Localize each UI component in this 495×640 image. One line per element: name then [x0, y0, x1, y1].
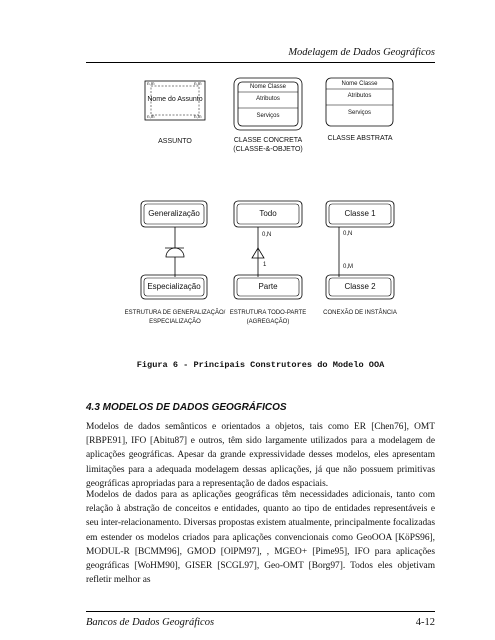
concrete-class-caption: CLASSE CONCRETA	[233, 137, 303, 144]
assunto-corner-tl: n,m	[147, 81, 155, 86]
concrete-class-services: Serviços	[256, 113, 280, 119]
generalization-caption-sub: ESPECIALIZAÇÃO	[149, 319, 201, 325]
assunto-name: Nome do Assunto	[147, 96, 203, 103]
assunto-corner-br: n,m	[194, 114, 202, 119]
assunto-caption: ASSUNTO	[158, 138, 192, 145]
footer-title: Bancos de Dados Geográficos	[86, 617, 215, 628]
generalization-semicircle	[166, 248, 184, 257]
part-label: Parte	[258, 282, 278, 291]
whole-multiplicity: 0,N	[262, 232, 272, 238]
part-multiplicity: 1	[263, 262, 267, 268]
class2-label: Classe 2	[344, 282, 376, 291]
aggregation-caption-sub: (AGREGAÇÃO)	[246, 319, 290, 325]
abstract-class-caption: CLASSE ABSTRATA	[327, 135, 393, 142]
class1-multiplicity: 0,N	[343, 231, 353, 237]
aggregation-caption: ESTRUTURA TODO-PARTE	[229, 310, 307, 316]
generalization-caption: ESTRUTURA DE GENERALIZAÇÃO/	[124, 310, 226, 316]
abstract-class-name: Nome Classe	[341, 81, 378, 87]
page-number: 4-12	[415, 617, 435, 628]
specialization-label: Especialização	[147, 282, 201, 291]
class2-multiplicity: 0,M	[343, 264, 354, 270]
assunto-corner-tr: n,m	[194, 81, 202, 86]
concrete-class-attrs: Atributos	[256, 96, 280, 102]
concrete-class-name: Nome Classe	[249, 84, 286, 90]
abstract-class-services: Serviços	[347, 110, 371, 116]
running-header: Modelagem de Dados Geográficos	[288, 47, 435, 58]
section-heading: 4.3 MODELOS DE DADOS GEOGRÁFICOS	[86, 402, 287, 413]
whole-label: Todo	[259, 209, 277, 218]
paragraph-2: Modelos de dados para as aplicações geográficas têm necessidades adicionais, tanto com relação à abstração de conceitos e entidades, quanto ao tipo de entidades representáveis e seu inter-relacionamento. Diversas propostas existem atualmente, principalmente focalizadas em estender os modelos criados para aplicações convencionais como GeoOOA [KöPS96], MODUL-R [BCMM96], GMOD [OlPM97], , MGEO+ [Pime95], IFO para aplicações geográficas [WoHM90], GISER [SCGL97], Geo-OMT [Borg97]. Todos eles objetivam refletir melhor as	[86, 490, 435, 586]
class1-label: Classe 1	[344, 209, 376, 218]
instance-caption: CONEXÃO DE INSTÂNCIA	[323, 310, 397, 316]
assunto-corner-bl: n,m	[147, 114, 155, 119]
concrete-class-caption-sub: (CLASSE-&-OBJETO)	[233, 146, 303, 153]
figure-caption: Figura 6 - Principais Construtores do Modelo OOA	[136, 360, 385, 370]
abstract-class-attrs: Atributos	[347, 93, 372, 99]
footer-rule	[86, 611, 435, 612]
generalization-label: Generalização	[148, 209, 200, 218]
paragraph-1: Modelos de dados semânticos e orientados a objetos, tais como ER [Chen76], OMT [RBPE91], IFO [Abitu87] e outros, têm sido largamente utilizados para a modelagem de aplicações geográficas. Apesar da grande expressividade desses modelos, eles apresentam limitações para a adequada modelagem dessas aplicações, já que não possuem primitivas geográficas apropriadas para a representação de dados espaciais.	[86, 422, 435, 489]
